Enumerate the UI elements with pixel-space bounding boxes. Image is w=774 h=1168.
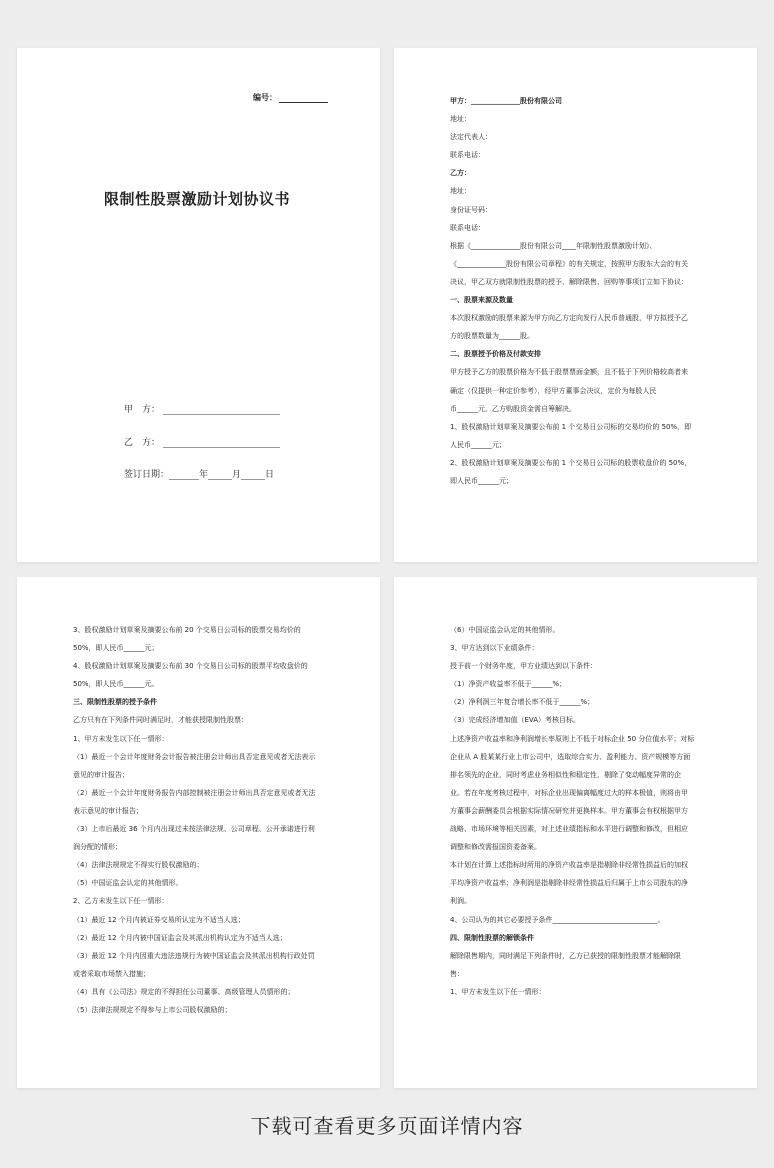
text-line: 决议，甲乙双方就限制性股票的授予、解除限售、回购等事项订立如下协议： <box>450 277 688 286</box>
text-line: 战略、市场环境等相关因素，对上述业绩指标和水平进行调整和修改，但相应 <box>450 825 688 834</box>
text-line: （5）中国证监会认定的其他情形。 <box>73 879 183 888</box>
text-line: （3）最近 12 个月内因重大违法违规行为被中国证监会及其派出机构行政处罚 <box>73 951 315 960</box>
document-title: 限制性股票激励计划协议书 <box>104 190 291 208</box>
page-4-body <box>450 627 720 1007</box>
year-blank <box>169 470 199 480</box>
text-line: （3）完成经济增加值（EVA）考核目标。 <box>450 716 581 725</box>
text-line: （5）法律法规规定不得参与上市公司股权激励的； <box>73 1005 232 1014</box>
day-blank <box>241 470 265 480</box>
text-line: 或者采取市场禁入措施； <box>73 969 150 978</box>
month-blank <box>208 470 232 480</box>
section-heading: 乙方： <box>450 169 471 178</box>
text-line: （1）净资产收益率不低于______%； <box>450 680 567 689</box>
text-line: （3）上市后最近 36 个月内出现过未按法律法规、公司章程、公开承诺进行利 <box>73 825 315 834</box>
text-line: 利润。 <box>450 897 471 906</box>
text-line: 50%，即人民币______元； <box>73 644 159 653</box>
text-line: 平均净资产收益率；净利润是指剔除非经常性损益后归属于上市公司股东的净 <box>450 879 688 888</box>
sign-date-label: 签订日期： <box>124 470 170 480</box>
serial-number-label: 编号： <box>253 93 277 102</box>
serial-number-field <box>253 92 328 103</box>
text-line: 售： <box>450 969 464 978</box>
day-label: 日 <box>265 470 275 480</box>
text-line: 1、甲方未发生以下任一情形： <box>450 987 546 996</box>
text-line: 授予前一个财务年度，甲方业绩达到以下条件： <box>450 662 597 671</box>
text-line: 4、股权激励计划草案及摘要公布前 30 个交易日公司标的股票平均收盘价的 <box>73 662 308 671</box>
text-line: 身份证号码： <box>450 205 492 214</box>
text-line: 调整和修改需报国资委备案。 <box>450 843 541 852</box>
text-line: 3、股权激励计划草案及摘要公布前 20 个交易日公司标的股票交易均价的 <box>73 626 301 634</box>
page-2-body <box>450 98 720 496</box>
text-line: （2）最近一个会计年度财务报告内部控制被注册会计师出具否定意见或者无法 <box>73 788 316 797</box>
page-3-body <box>73 627 343 1025</box>
text-line: （2）净利润三年复合增长率不低于______%； <box>450 698 595 707</box>
text-line: 《______________股份有限公司章程》的有关规定，按照甲方股东大会的有关 <box>450 259 688 268</box>
text-line: 地址： <box>450 187 471 196</box>
text-line: 人民币______元； <box>450 440 506 449</box>
text-line: 甲方授予乙方的股票价格为不低于股票票面金额，且不低于下列价格较高者来 <box>450 368 688 377</box>
text-line: 意见的审计报告； <box>73 770 129 779</box>
text-line: 联系电话： <box>450 151 485 160</box>
text-line: （4）具有《公司法》规定的不得担任公司董事、高级管理人员情形的； <box>73 987 295 996</box>
text-line: （2）最近 12 个月内被中国证监会及其派出机构认定为不适当人选； <box>73 933 287 942</box>
text-line: 本次股权激励的股票来源为甲方向乙方定向发行人民币普通股，甲方拟授予乙 <box>450 314 688 323</box>
text-line: 上述净资产收益率和净利润增长率原则上不低于对标企业 50 分位值水平；对标 <box>450 734 695 743</box>
page-3 <box>17 577 380 1088</box>
text-line: （6）中国证监会认定的其他情形。 <box>450 626 560 634</box>
text-line: （1）最近 12 个月内被证券交易所认定为不适当人选； <box>73 915 245 924</box>
section-heading: 四、限制性股票的解锁条件 <box>450 933 534 942</box>
party-b-label: 乙 方： <box>124 438 161 448</box>
section-heading: 一、股票来源及数量 <box>450 296 513 305</box>
text-line: 乙方只有在下列条件同时满足时，才能获授限制性股票： <box>73 716 248 725</box>
text-line: 联系电话： <box>450 223 485 232</box>
text-line: 根据《______________股份有限公司____年限制性股票激励计划》、 <box>450 241 657 250</box>
text-line: 方董事会薪酬委员会根据实际情况研究并更换样本。甲方董事会有权根据甲方 <box>450 806 688 815</box>
section-heading: 三、限制性股票的授予条件 <box>73 698 157 707</box>
year-label: 年 <box>199 470 209 480</box>
text-line: 本计划在计算上述指标时所用的净资产收益率是指剔除非经常性损益后的加权 <box>450 861 688 870</box>
text-line: 2、乙方未发生以下任一情形： <box>73 897 169 906</box>
text-line: （1）最近一个会计年度财务会计报告被注册会计师出具否定意见或者无法表示 <box>73 752 316 761</box>
text-line: 即人民币______元； <box>450 476 513 485</box>
section-heading: 二、股票授予价格及付款安排 <box>450 350 541 359</box>
page-4 <box>394 577 757 1088</box>
text-line: 地址： <box>450 115 471 124</box>
text-line: 表示意见的审计报告； <box>73 806 143 815</box>
text-line: 3、甲方达到以下业绩条件： <box>450 644 539 653</box>
party-a-label: 甲 方： <box>124 405 161 415</box>
text-line: 币______元，乙方购股资金需自筹解决。 <box>450 404 576 413</box>
party-a-signature-row <box>124 402 280 415</box>
text-line: （4）法律法规规定不得实行股权激励的； <box>73 861 204 870</box>
text-line: 业。若在年度考核过程中，对标企业出现偏离幅度过大的样本极值，则将由甲 <box>450 788 688 797</box>
text-line: 1、股权激励计划草案及摘要公布前 1 个交易日公司标的交易均价的 50%，即 <box>450 422 692 431</box>
party-a-blank <box>163 405 280 415</box>
text-line: 4、公司认为的其它必要授予条件______________________________。 <box>450 915 665 924</box>
text-line: 2、股权激励计划草案及摘要公布前 1 个交易日公司标的股票收盘价的 50%， <box>450 458 692 467</box>
text-line: 1、甲方未发生以下任一情形： <box>73 734 169 743</box>
serial-number-blank <box>279 94 328 103</box>
section-heading: 甲方：______________股份有限公司 <box>450 97 562 105</box>
party-b-blank <box>163 438 280 448</box>
text-line: 解除限售期内，同时满足下列条件时，乙方已获授的限制性股票才能解除限 <box>450 951 681 960</box>
text-line: 企业从 A 股某某行业上市公司中，选取综合实力、盈利能力、资产规模等方面 <box>450 752 691 761</box>
download-caption: 下载可查看更多页面详情内容 <box>250 1114 524 1138</box>
page-2 <box>394 48 757 562</box>
month-label: 月 <box>232 470 242 480</box>
text-line: 润分配的情形； <box>73 843 122 852</box>
text-line: 方的股票数量为______股。 <box>450 332 534 341</box>
text-line: 法定代表人： <box>450 133 492 142</box>
sign-date-row <box>124 467 274 480</box>
text-line: 确定（仅提供一种定价参考），经甲方董事会决议，定价为每股人民 <box>450 386 657 395</box>
text-line: 排名领先的企业，同时考虑业务相似性和稳定性，剔除了变动幅度异常的企 <box>450 770 681 779</box>
page-cover <box>17 48 380 562</box>
text-line: 50%，即人民币______元。 <box>73 680 159 689</box>
party-b-signature-row <box>124 435 280 448</box>
